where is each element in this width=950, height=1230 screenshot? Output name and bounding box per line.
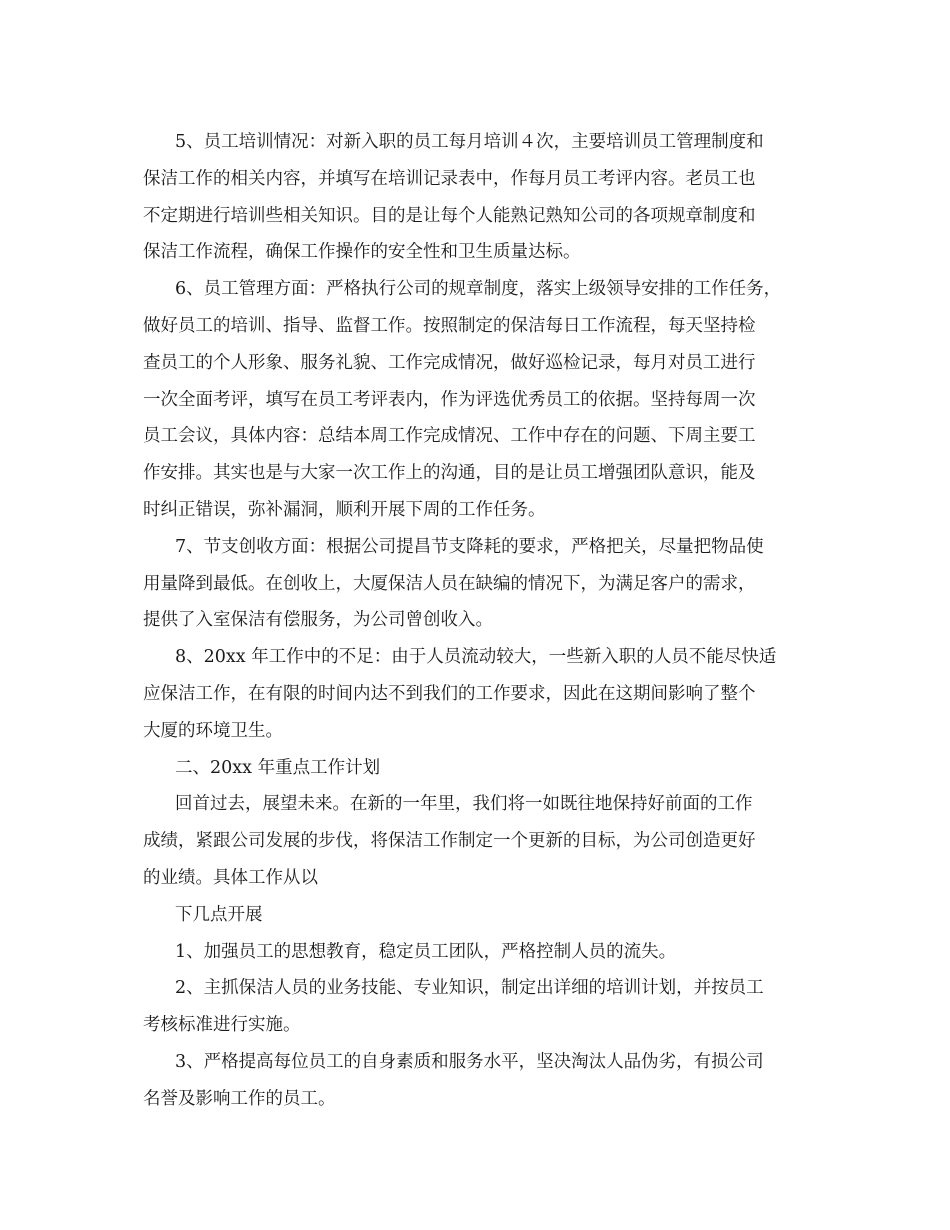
text-line: 二、20xx 年重点工作计划 — [175, 757, 381, 778]
text-line: 名誉及影响工作的员工。 — [143, 1088, 336, 1109]
text-line: 的业绩。具体工作从以 — [143, 867, 318, 888]
text-line: 不定期进行培训些相关知识。目的是让每个人能熟记熟知公司的各项规章制度和 — [143, 205, 756, 226]
text-line: 考核标准进行实施。 — [143, 1015, 301, 1036]
text-line: 作安排。其实也是与大家一次工作上的沟通，目的是让员工增强团队意识，能及 — [143, 463, 756, 484]
text-line: 2、主抓保洁人员的业务技能、专业知识，制定出详细的培训计划，并按员工 — [175, 978, 764, 999]
text-line: 员工会议，具体内容：总结本周工作完成情况、工作中存在的问题、下周主要工 — [143, 426, 756, 447]
document-body — [143, 124, 815, 1118]
text-line: 7、节支创收方面：根据公司提昌节支降耗的要求，严格把关，尽量把物品使 — [175, 536, 764, 557]
text-line: 8、20xx 年工作中的不足：由于人员流动较大，一些新入职的人员不能尽快适 — [175, 647, 777, 668]
text-line: 查员工的个人形象、服务礼貌、工作完成情况，做好巡检记录，每月对员工进行 — [143, 352, 756, 373]
text-line: 成绩，紧跟公司发展的步伐，将保洁工作制定一个更新的目标，为公司创造更好 — [143, 831, 756, 852]
text-line: 提供了入室保洁有偿服务，为公司曾创收入。 — [143, 610, 493, 631]
text-line: 5、员工培训情况：对新入职的员工每月培训４次，主要培训员工管理制度和 — [175, 132, 764, 152]
text-line: 3、严格提高每位员工的自身素质和服务水平，坚决淘汰人品伪劣，有损公司 — [175, 1051, 764, 1072]
text-line: 下几点开展 — [175, 904, 263, 925]
text-line: 做好员工的培训、指导、监督工作。按照制定的保洁每日工作流程，每天坚持检 — [143, 315, 756, 336]
text-line: 6、员工管理方面：严格执行公司的规章制度，落实上级领导安排的工作任务， — [175, 279, 782, 300]
text-line: 一次全面考评，填写在员工考评表内，作为评选优秀员工的依据。坚持每周一次 — [143, 389, 756, 410]
text-line: 用量降到最低。在创收上，大厦保洁人员在缺编的情况下，为满足客户的需求， — [143, 573, 756, 594]
text-line: 回首过去，展望未来。在新的一年里，我们将一如既往地保持好前面的工作 — [175, 794, 753, 815]
text-line: 保洁工作的相关内容，并填写在培训记录表中，作每月员工考评内容。老员工也 — [143, 168, 756, 189]
text-line: 保洁工作流程，确保工作操作的安全性和卫生质量达标。 — [143, 242, 581, 263]
text-line: 时纠正错误，弥补漏洞，顺利开展下周的工作任务。 — [143, 499, 546, 520]
text-line: 大厦的环境卫生。 — [143, 720, 283, 741]
text-line: 1、加强员工的思想教育，稳定员工团队，严格控制人员的流失。 — [175, 941, 677, 962]
text-line: 应保洁工作，在有限的时间内达不到我们的工作要求，因此在这期间影响了整个 — [143, 683, 756, 704]
